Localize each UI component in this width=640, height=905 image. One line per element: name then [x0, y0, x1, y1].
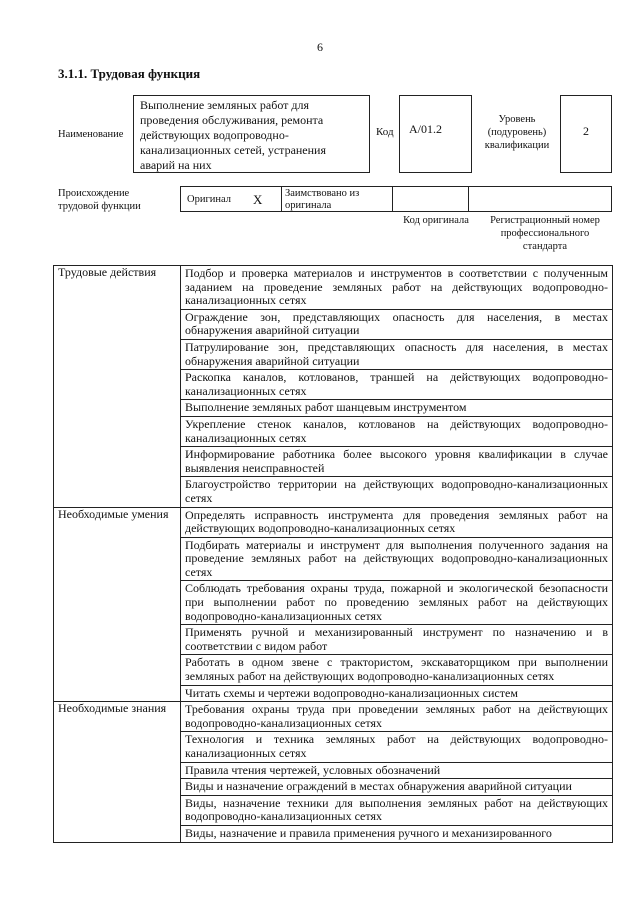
section-item: Информирование работника более высокого уровня квалификации в случае выявления неисправностей: [181, 447, 613, 477]
qualification-level-label: Уровень (подуровень) квалификации: [484, 114, 550, 151]
original-mark: X: [253, 192, 263, 207]
section-item: Патрулирование зон, представляющих опасность для населения, в местах обнаружения аварийной ситуации: [181, 339, 613, 369]
section-item: Виды и назначение ограждений в местах обнаружения аварийной ситуации: [181, 779, 613, 796]
name-label: Наименование: [58, 129, 124, 140]
section-item: Работать в одном звене с трактористом, экскаваторщиком при выполнении земляных работ на действующих водопроводно-канализационных сетях: [181, 655, 613, 685]
section-item: Благоустройство территории на действующих водопроводно-канализационных сетях: [181, 477, 613, 507]
section-item: Виды, назначение техники для выполнения земляных работ на действующих водопроводно-канализационных сетях: [181, 795, 613, 825]
section-title: 3.1.1. Трудовая функция: [58, 66, 201, 81]
section-item: Технология и техника земляных работ на действующих водопроводно-канализационных сетях: [181, 732, 613, 762]
origin-label: Происхождение трудовой функции: [58, 188, 141, 212]
section-item: Читать схемы и чертежи водопроводно-канализационных систем: [181, 685, 613, 702]
qualification-level-box: 2: [560, 95, 612, 173]
page-number: 6: [317, 40, 323, 54]
section-item: Соблюдать требования охраны труда, пожарной и экологической безопасности при выполнении работ по проведению земляных работ на действующих водопроводно-канализационных сетях: [181, 581, 613, 625]
section-label: Трудовые действия: [54, 266, 181, 508]
function-details-table: [53, 265, 613, 843]
table-row: [54, 702, 613, 732]
table-row: [54, 266, 613, 310]
registration-number-cell: [468, 187, 613, 211]
section-item: Укрепление стенок каналов, котлованов на действующих водопроводно-канализационных сетях: [181, 416, 613, 446]
section-label: Необходимые знания: [54, 702, 181, 842]
function-code-box: А/01.2: [399, 95, 472, 173]
section-item: Требования охраны труда при проведении земляных работ на действующих водопроводно-канализационных сетях: [181, 702, 613, 732]
section-item: Подбор и проверка материалов и инструментов в соответствии с полученным заданием на проведение земляных работ на действующих водопроводно-канализационных сетях: [181, 266, 613, 310]
function-name-box: Выполнение земляных работ для проведения обслуживания, ремонта действующих водопроводно-канализационных сетей, устранения аварий на них: [133, 95, 370, 173]
borrowed-label: Заимствовано из оригинала: [281, 187, 392, 211]
section-item: Подбирать материалы и инструмент для выполнения полученного задания на проведение земляных работ на действующих водопроводно-канализационных сетях: [181, 537, 613, 581]
section-item: Ограждение зон, представляющих опасность для населения, в местах обнаружения аварийной ситуации: [181, 309, 613, 339]
section-label: Необходимые умения: [54, 507, 181, 702]
section-item: Определять исправность инструмента для проведения земляных работ на действующих водопроводно-канализационных сетях: [181, 507, 613, 537]
origin-row: [180, 186, 612, 212]
section-item: Раскопка каналов, котлованов, траншей на действующих водопроводно-канализационных сетях: [181, 370, 613, 400]
section-item: Выполнение земляных работ шанцевым инструментом: [181, 400, 613, 417]
original-label: Оригинал: [187, 194, 231, 205]
section-item: Применять ручной и механизированный инструмент по назначению и в соответствии с видом работ: [181, 625, 613, 655]
code-original-caption: Код оригинала: [403, 215, 469, 226]
section-item: Правила чтения чертежей, условных обозначений: [181, 762, 613, 779]
table-row: [54, 507, 613, 537]
registration-number-caption: Регистрационный номер профессионального стандарта: [490, 215, 600, 252]
original-code-cell: [392, 187, 468, 211]
code-label: Код: [376, 126, 394, 138]
section-item: Виды, назначение и правила применения ручного и механизированного: [181, 825, 613, 842]
